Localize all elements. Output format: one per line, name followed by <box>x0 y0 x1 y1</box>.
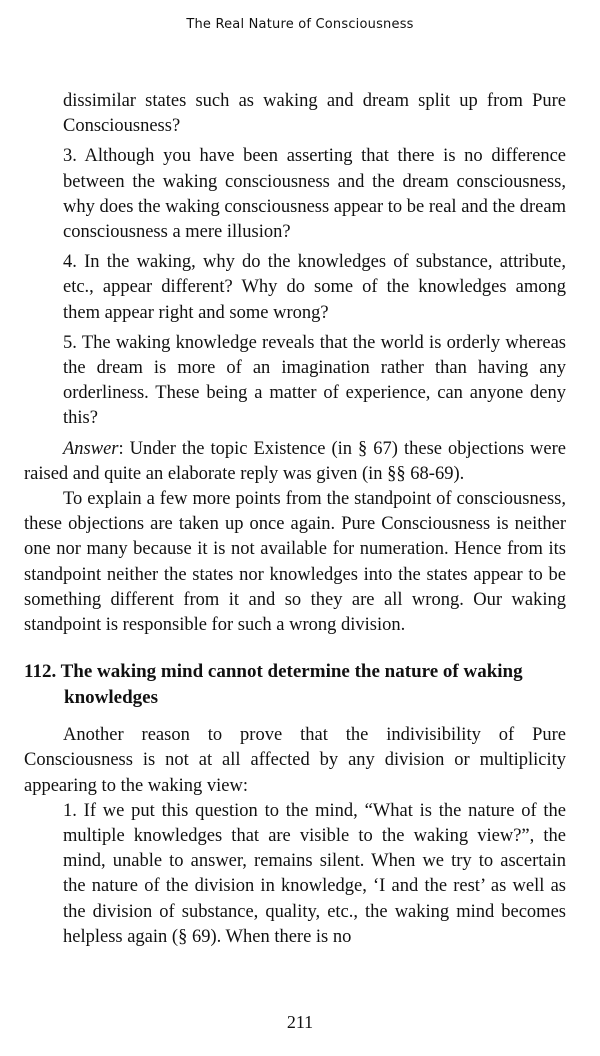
section-heading: 112. The waking mind cannot determine the nature of waking knowledges <box>24 661 523 708</box>
explanation-paragraph: To explain a few more points from the standpoint of consciousness, these objections are taken up once again. Pure Consciousness is neither one nor many because it is not available for numeration. Hence from its standpoint neither the states nor knowledges into the states appear to be something different from it and so they are all wrong. Our waking standpoint is responsible for such a wrong division. <box>24 489 566 636</box>
page-number: 211 <box>286 1012 314 1032</box>
objection-2-continuation: dissimilar states such as waking and dream split up from Pure Consciousness? <box>63 91 566 137</box>
point-1: 1. If we put this question to the mind, “What is the nature of the multiple knowledges that are visible to the waking view?”, the mind, unable to answer, remains silent. When we try to ascertain the nature of the division in knowledge, ‘I and the rest’ as well as the division of substance, quality, etc., the waking mind becomes helpless again (§ 69). When there is no <box>63 800 566 947</box>
running-head: The Real Nature of Consciousness <box>186 17 414 32</box>
answer-text: : Under the topic Existence (in § 67) these objections were raised and quite an elaborate reply was given (in §§ 68-69). <box>24 438 566 484</box>
objection-3: 3. Although you have been asserting that there is no difference between the waking consciousness and the dream consciousness, why does the waking consciousness appear to be real and the dream consciousness a mere illusion? <box>63 146 566 243</box>
answer-label: Answer <box>63 438 119 459</box>
objection-5: 5. The waking knowledge reveals that the world is orderly whereas the dream is more of an imagination rather than having any orderliness. These being a matter of experience, can anyone deny this? <box>63 332 566 429</box>
page-body <box>24 89 566 955</box>
answer-paragraph <box>24 437 566 487</box>
objection-4: 4. In the waking, why do the knowledges of substance, attribute, etc., appear different? Why do some of the knowledges among them appear right and some wrong? <box>63 252 566 323</box>
reason-paragraph: Another reason to prove that the indivisibility of Pure Consciousness is not at all affected by any division or multiplicity appearing to the waking view: <box>24 725 566 796</box>
